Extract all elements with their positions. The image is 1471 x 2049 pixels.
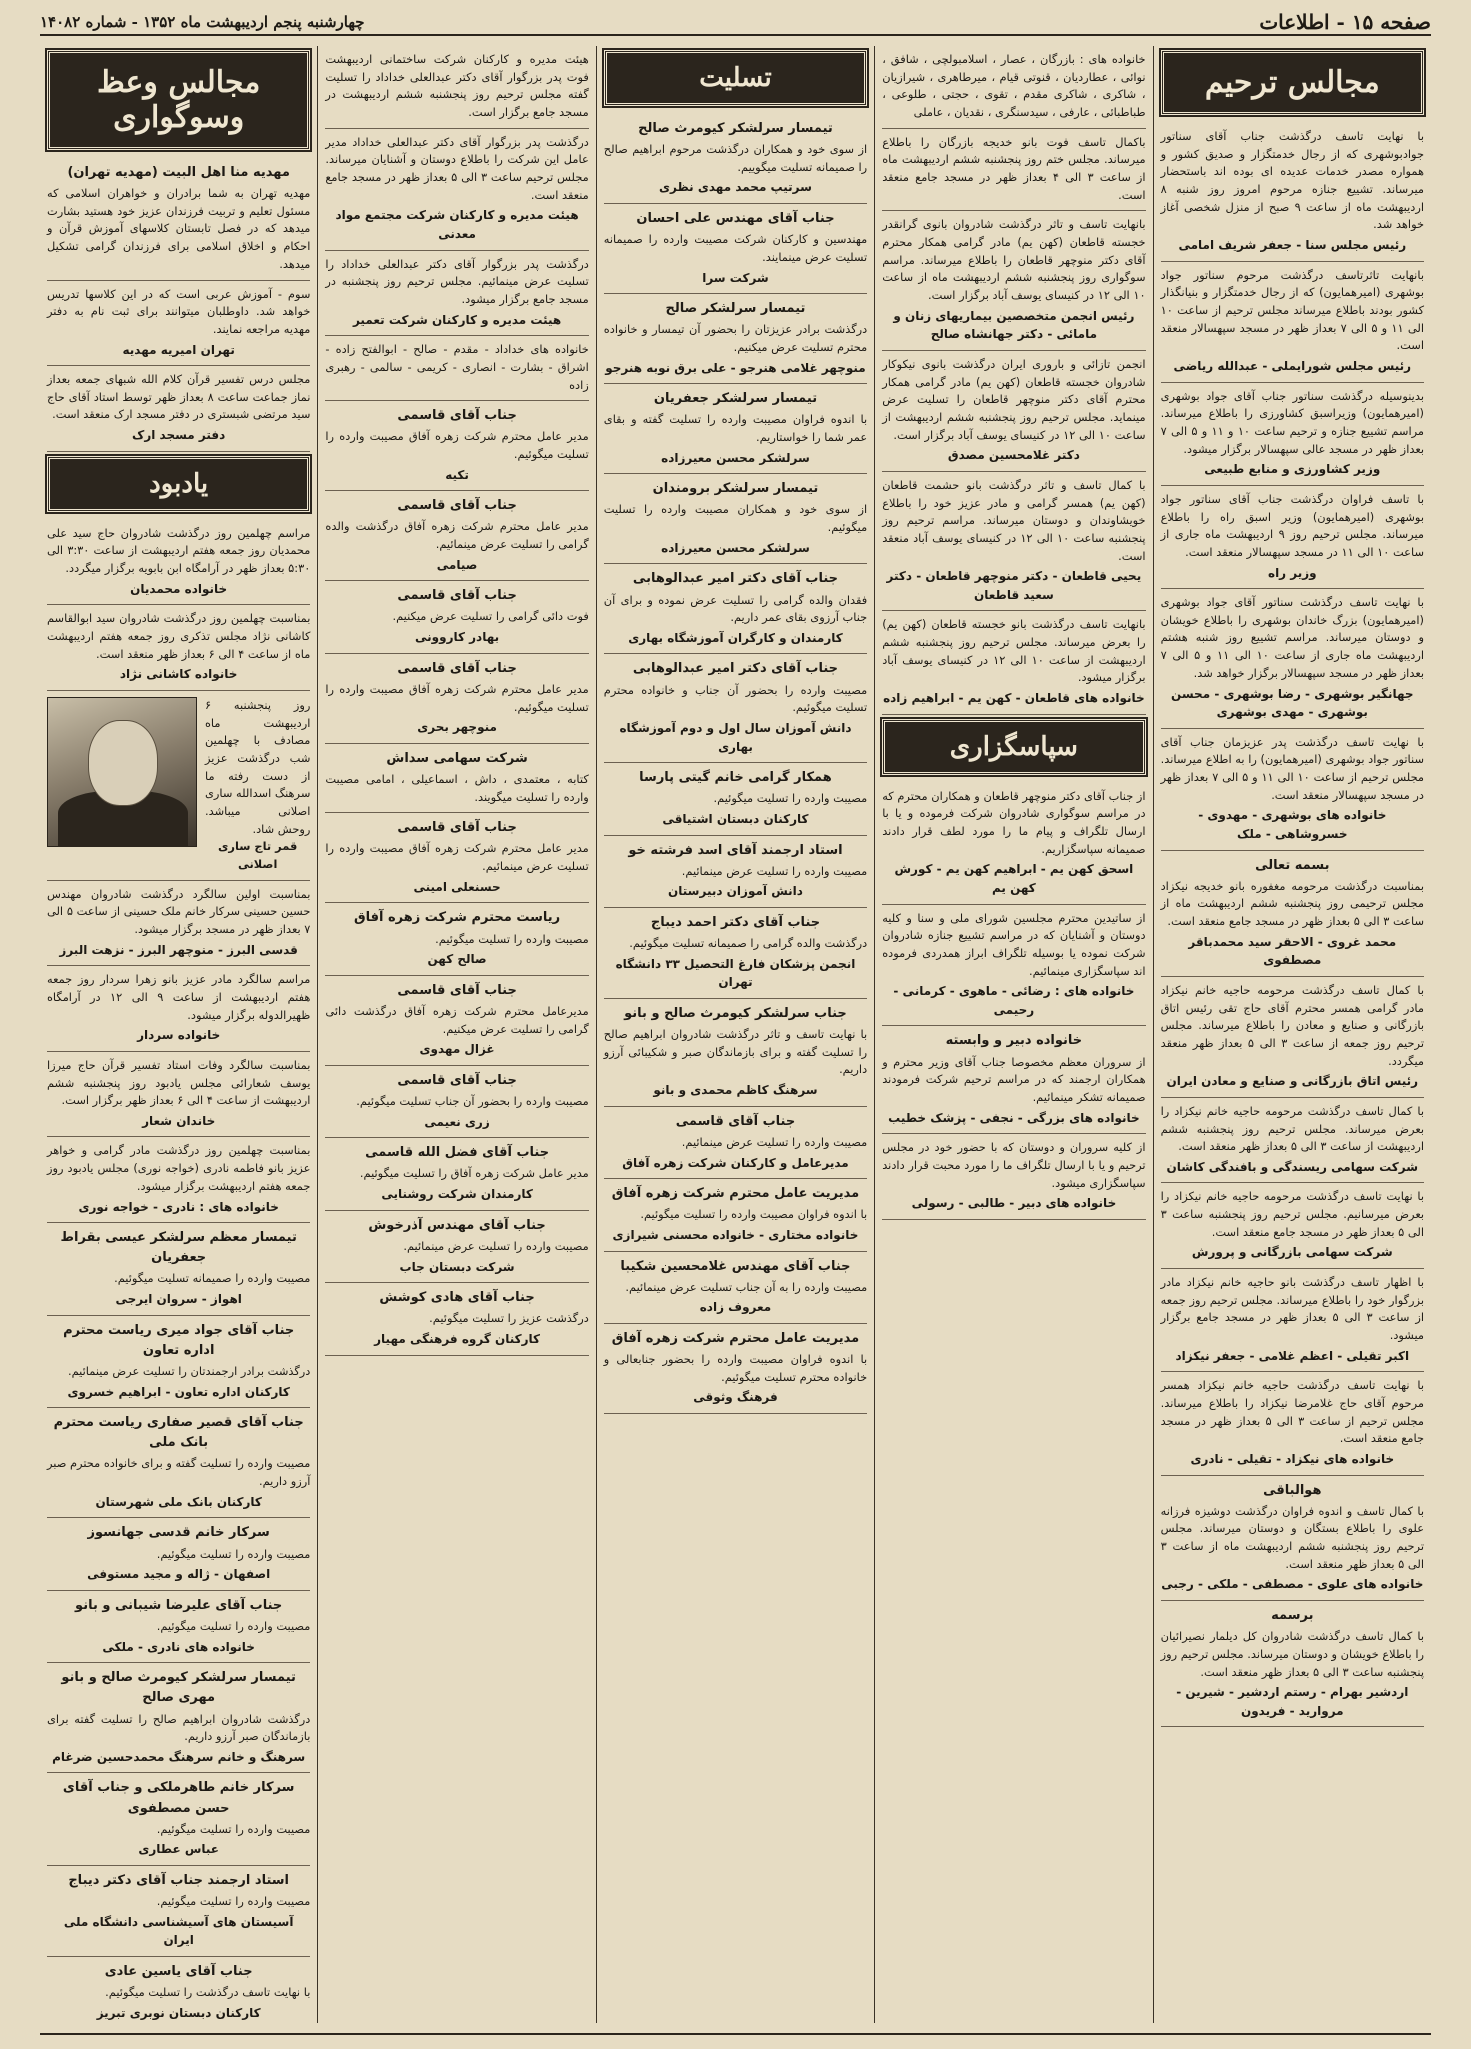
notice-list — [47, 520, 310, 1223]
notice-item — [604, 654, 867, 763]
column-3 — [596, 46, 874, 2023]
notice-item — [47, 1223, 310, 1316]
notice-signature: شرکت سرا — [702, 270, 769, 285]
notice-body: از جناب آقای دکتر منوچهر قاطعان و همکاران محترم که در مراسم سوگواری شادروان شرکت فرموده و یا با ارسال تلگراف و پیام ما را مورد لطف قرار دادند صمیمانه سپاسگزاریم. — [882, 788, 1146, 856]
notice-signature: اکبر تقیلی - اعظم غلامی - جعفر نیکزاد — [1175, 1348, 1410, 1363]
notice-heading: تیمسار سرلشکر برومندان — [652, 481, 819, 497]
notice-heading: مدیریت عامل محترم شرکت زهره آفاق — [611, 1186, 860, 1202]
notice-heading: جناب آقای هادی کوشش — [379, 1290, 535, 1306]
column-1 — [1153, 46, 1431, 2023]
notice-heading: جناب آقای قاسمی — [397, 498, 517, 514]
notice-heading: بسمه تعالی — [1255, 857, 1330, 873]
page-columns — [40, 46, 1431, 2023]
notice-list — [325, 401, 588, 1355]
notice-signature: سرلشکر محسن معیرزاده — [661, 450, 810, 465]
notice-body: مصیبت وارده را به آن جناب تسلیت عرض مینمائیم. — [625, 1279, 868, 1294]
notice-item — [47, 158, 310, 281]
notice-heading: جناب آقای قاسمی — [675, 1113, 796, 1129]
notice-body: مدیر عامل محترم شرکت زهره آفاق مصیبت وارده را تسلیت عرض مینمائیم. — [325, 841, 589, 874]
column-2 — [874, 46, 1152, 2023]
notice-heading: ریاست محترم شرکت زهره آفاق — [353, 910, 561, 926]
notice-item — [604, 474, 867, 564]
notice-body: درگذشت پدر بزرگوار آقای دکتر عبدالعلی خداداد مدیر عامل این شرکت را باطلاع دوستان و آشنایان میرساند. مجلس ترحیم ساعت ۳ الی ۵ بعداز ظهر در مسجد جامع منعقد است. — [325, 134, 589, 202]
notice-item — [604, 1324, 867, 1414]
notice-body: با نهایت تاسف درگذشت را تسلیت میگوئیم. — [105, 1985, 311, 2000]
notice-signature: بهادر کاروونی — [415, 630, 500, 645]
notice-body: با نهایت تاسف درگذشت پدر عزیزمان جناب آقای سناتور جواد بوشهری (امیرهمایون) را به اطلاع میرساند. مجلس ترحیم از ساعت ۱۰ الی ۱۱ و ۵ الی ۷ بعداز ظهر در مسجد سپهسالار منعقد است. — [1160, 734, 1425, 802]
section-banner-yadbood: یادبود — [47, 456, 310, 512]
notice-body: با اندوه فراوان مصیبت وارده را تسلیت میگوئیم. — [640, 1207, 868, 1222]
notice-item — [1161, 1183, 1424, 1269]
notice-item — [47, 1957, 310, 2023]
notice-signature: اصفهان - ژاله و مجید مستوفی — [87, 1567, 271, 1582]
notice-heading: همکار گرامی خانم گیتی پارسا — [639, 770, 832, 786]
notice-heading: استاد ارجمند آقای اسد فرشته خو — [628, 842, 843, 858]
notice-body: مدیر عامل محترم شرکت زهره آفاق مصیبت وارده را تسلیت میگوئیم. — [325, 429, 589, 461]
notice-heading: جناب آقای فضل الله قاسمی — [365, 1145, 550, 1161]
notice-signature: منوچهر غلامی هنرجو - علی برق نوبه هنرجو — [605, 360, 866, 375]
notice-item — [604, 294, 867, 384]
notice-body: مصیبت وارده را تسلیت میگوئیم. — [713, 791, 868, 806]
notice-heading: جناب آقای قاسمی — [397, 820, 517, 836]
notice-item — [325, 976, 588, 1066]
footer-rule — [40, 2033, 1431, 2035]
notice-item — [604, 1252, 867, 1324]
notice-item — [604, 114, 867, 204]
notice-body: با نهایت تاسف درگذشت سناتور آقای جواد بوشهری (امیرهمایون) بزرگ خاندان بوشهری را باطلاع خویشان و دوستان میرساند. مراسم تشییع روز شنبه هشتم اردیبهشت ماه جاری از ساعت ۱۰ الی ۱۱ و ۵ الی ۷ بعداز ظهر در مسجد سپهسالار برگزار خواهد شد. — [1160, 595, 1425, 680]
notice-body: از سوی خود و همکاران درگذشت مرحوم ابراهیم صالح را صمیمانه تسلیت میگوییم. — [603, 142, 868, 174]
notice-signature: وزیر راه — [1267, 565, 1317, 580]
notice-signature: سرهنگ و خانم سرهنگ محمدحسین ضرغام — [52, 1749, 306, 1764]
notice-item — [325, 401, 588, 491]
notice-signature: سرتیپ محمد مهدی نظری — [659, 180, 812, 195]
notice-body: مدیر عامل شرکت زهره آفاق را تسلیت میگوئیم. — [359, 1166, 589, 1181]
notice-heading: تیمسار معظم سرلشکر عیسی بقراط جعفریان — [60, 1230, 297, 1266]
notice-body: با تاسف فراوان درگذشت جناب آقای سناتور جواد بوشهری (امیرهمایون) وزیر اسبق راه را باطلاع میرساند. مجلس ترحیم روز ۹ اردیبهشت ماه جاری از ساعت ۱۰ الی ۱۱ در مسجد سپهسالار منعقد است. — [1160, 491, 1425, 559]
notice-heading: جناب سرلشکر کیومرث صالح و بانو — [624, 1005, 847, 1021]
notice-heading: جناب آقای مهندس آذرخوش — [368, 1217, 546, 1233]
notice-body: بانهایت تاسف درگذشت بانو خجسته قاطعان (کهن یم) را بعرض میرساند. مجلس ترحیم روز پنجشنبه ششم اردیبهشت از ساعت ۱۰ الی ۱۲ در کنیسای یوسف آباد برگزار میشود. — [882, 617, 1146, 685]
notice-item — [604, 999, 867, 1107]
notice-body: مراسم سالگرد مادر عزیز بانو زهرا سردار روز جمعه هفتم اردیبهشت از ساعت ۹ الی ۱۲ در آرامگاه ظهیرالدوله برگزار میشود. — [46, 972, 311, 1022]
notice-signature: هیئت مدیره و کارکنان شرکت تعمیر — [352, 312, 562, 327]
notice-signature: منوچهر بحری — [417, 720, 497, 735]
notice-signature: جهانگیر بوشهری - رضا بوشهری - محسن بوشهری - مهدی بوشهری — [1171, 686, 1414, 720]
notice-signature: اردشیر بهرام - رستم اردشیر - شیرین - مروارید - فریدون — [1176, 1685, 1409, 1718]
notice-body: مصیبت وارده را تسلیت گفته و برای خانواده محترم صبر آرزو داریم. — [46, 1456, 311, 1489]
notice-item — [47, 281, 310, 367]
memorial-photo-notice — [47, 691, 310, 881]
portrait-photo — [47, 697, 197, 847]
notice-item — [604, 1179, 867, 1251]
notice-signature: دکتر غلامحسین مصدق — [947, 448, 1080, 463]
notice-heading: جناب آقای جواد میری ریاست محترم اداره تعاون — [63, 1322, 295, 1358]
notice-heading: جناب آقای قاسمی — [397, 1072, 517, 1088]
notice-body: درگذشت برادر عزیزتان را بحضور آن تیمسار و خانواده محترم تسلیت عرض میکنیم. — [603, 322, 868, 354]
notice-item — [47, 1052, 310, 1138]
notice-signature: قدسی البرز - منوچهر البرز - نزهت البرز — [59, 942, 298, 957]
notice-item — [47, 881, 310, 967]
notice-body: فقدان والده گرامی را تسلیت عرض نموده و برای آن جناب آرزوی بقای عمر داریم. — [603, 592, 868, 625]
notice-item — [47, 1137, 310, 1223]
notice-heading: جناب آقای مهندس علی احسان — [636, 211, 835, 227]
notice-body: باکمال تاسف فوت بانو خدیجه بازرگان را باطلاع میرساند. مجلس ختم روز پنجشنبه ششم اردیبهشت ماه از ساعت ۳ الی ۴ بعداز ظهر در مسجد جامع منعقد است. — [882, 134, 1146, 202]
notice-item — [1161, 1372, 1424, 1475]
notice-signature: خانواده مختاری - خانواده محسنی شیرازی — [612, 1227, 859, 1242]
notice-body: بانهایت تاسف و تاثر درگذشت شادروان بانوی گرانقدر خجسته قاطعان (کهن یم) مادر گرامی همکار محترم آقای دکتر منوچهر قاطعان را باطلاع میرساند. مراسم سوگواری روز پنجشنبه ششم اردیبهشت ماه از ساعت ۱۰ الی ۱۲ در کنیسای یوسف آباد برگزار است. — [882, 217, 1146, 303]
section-banner-sepasgozari: سپاسگزاری — [882, 719, 1145, 775]
notice-item — [47, 1773, 310, 1866]
notice-signature: کارکنان دبستان نوبری تبریز — [96, 2005, 261, 2020]
notice-body: مدیر عامل محترم شرکت زهره آفاق درگذشت والده گرامی را تسلیت عرض مینمائیم. — [325, 519, 589, 552]
notice-list — [47, 1223, 310, 2023]
notice-signature: وزیر کشاورزی و منابع طبیعی — [1204, 462, 1381, 477]
notice-item — [604, 384, 867, 474]
notice-body: مصیبت وارده را تسلیت میگوئیم. — [156, 1894, 311, 1909]
notice-item — [1161, 123, 1424, 262]
notice-body: مصیبت وارده را بحضور آن جناب تسلیت میگوئیم. — [356, 1094, 589, 1109]
notice-body: از کلیه سروران و دوستان که با حضور خود در مجلس ترحیم و یا با ارسال تلگراف ما را مورد محبت قرار دادند سپاسگزاری میشود. — [882, 1140, 1146, 1190]
notice-item — [882, 1026, 1145, 1134]
notice-signature: صیامی — [436, 557, 478, 572]
notice-body: از سوی خود و همکاران مصیبت وارده را تسلیت میگوئیم. — [603, 502, 868, 535]
notice-signature: رئیس انجمن متخصصین بیماریهای زنان و مامائی - دکتر جهانشاه صالح — [893, 308, 1135, 342]
notice-heading: برسمه — [1271, 1608, 1314, 1624]
notice-body: بدینوسیله درگذشت سناتور جناب آقای جواد بوشهری (امیرهمایون) وزیراسبق کشاورزی را باطلاع میرساند. مراسم تشییع جنازه و ترحیم ساعت ۱۰ و ۱۱ و ۵ الی ۷ بعداز ظهر در مسجد عالی سپهسالار برگزار میشود. — [1160, 388, 1424, 456]
notice-heading: جناب آقای مهندس غلامحسین شکیبا — [620, 1258, 851, 1274]
notice-list — [882, 783, 1145, 1220]
notice-item — [325, 1138, 588, 1210]
notice-heading: هوالباقی — [1263, 1482, 1322, 1498]
notice-signature: هیئت مدیره و کارکنان شرکت مجتمع مواد معدنی — [335, 208, 579, 241]
notice-item — [47, 1591, 310, 1663]
notice-signature: فرهنگ وثوقی — [693, 1390, 778, 1405]
notice-body: مراسم چهلمین روز درگذشت شادروان حاج سید علی محمدیان روز جمعه هفتم اردیبهشت از ساعت ۳:۳۰ الی ۵:۳۰ بعداز ظهر در آرامگاه ابن بابویه برگزار میگردد. — [46, 525, 311, 576]
issue-date: چهارشنبه پنجم اردیبهشت ماه ۱۳۵۲ - شماره ۱۴۰۸۲ — [40, 13, 365, 31]
notice-body: مصیبت وارده را بحضور آن جناب و خانواده محترم تسلیت میگوئیم. — [603, 682, 868, 715]
notice-heading: سرکار خانم طاهرملکی و جناب آقای حسن مصطفوی — [62, 1780, 295, 1816]
notice-body: با کمال تاسف و اندوه فراوان درگذشت دوشیزه فرزانه علوی را باطلاع بستگان و دوستان میرساند. مجلس ترحیم روز پنجشنبه ششم اردیبهشت ماه از ساعت ۳ الی ۵ بعداز ظهر منعقد است. — [1160, 1503, 1424, 1571]
notice-signature: غزال مهدوی — [419, 1042, 495, 1057]
notice-item — [882, 1134, 1145, 1220]
photo-caption: روز پنجشنبه ۶ اردیبهشت ماه مصادف با چهلمین شب درگذشت عزیز از دست رفته ما سرهنگ اسدالله ساری اصلانی میباشد. روحش شاد. قمر تاج ساری اصلانی — [205, 697, 310, 874]
notice-signature: خاندان شعار — [142, 1113, 216, 1128]
notice-item — [325, 46, 588, 129]
notice-heading: شرکت سهامی سداش — [386, 750, 528, 766]
notice-item — [325, 1211, 588, 1283]
notice-signature: دفتر مسجد ارک — [132, 428, 226, 443]
notice-signature: شرکت سهامی بازرگانی و پرورش — [1191, 1245, 1393, 1260]
notice-heading: جناب آقای علیرضا شیبانی و بانو — [75, 1597, 283, 1613]
notice-signature: خانواده های نیکزاد - تقیلی - نادری — [1190, 1452, 1395, 1467]
notice-body: مصیبت وارده را تسلیت عرض مینمائیم. — [681, 1134, 868, 1149]
section-banner-tarhim: مجالس ترحیم — [1161, 50, 1424, 115]
notice-signature: کارمندان و کارگران آموزشگاه بهاری — [628, 630, 843, 645]
notice-item — [47, 520, 310, 606]
notice-heading: جناب آقای قصیر صفاری ریاست محترم بانک ملی — [53, 1415, 304, 1451]
notice-heading: استاد ارجمند جناب آقای دکتر دیباج — [68, 1872, 290, 1888]
notice-item — [325, 581, 588, 653]
notice-body: با کمال تاسف درگذشت شادروان کل دیلمار نصیرائیان را باطلاع خویشان و دوستان میرساند. مجلس ترحیم روز پنجشنبه ساعت ۳ الی ۵ بعداز ظهر منعقد است. — [1160, 1629, 1424, 1679]
notice-heading: سرکار خانم قدسی جهانسوز — [87, 1525, 270, 1541]
notice-item — [604, 908, 867, 999]
notice-heading: مدیریت عامل محترم شرکت زهره آفاق — [611, 1330, 860, 1346]
notice-item — [325, 1283, 588, 1355]
notice-item — [1161, 383, 1424, 486]
notice-body: درگذشت برادر ارجمندتان را تسلیت عرض مینمائیم. — [67, 1363, 311, 1378]
notice-signature: خانواده های بزرگی - نجفی - پزشک خطیب — [888, 1110, 1140, 1125]
notice-signature: کارمندان شرکت روشنایی — [381, 1187, 533, 1202]
page-number: صفحه ۱۵ - اطلاعات — [1259, 10, 1431, 34]
notice-signature: صالح کهن — [427, 952, 487, 967]
notice-body: بانهایت تاثرتاسف درگذشت مرحوم سناتور جواد بوشهری (امیرهمایون) که از رجال خدمتگزار و بنیانگذار کشور بودند باطلاع میرساند مجلس ترحیم از ساعت ۱۰ الی ۱۱ و ۵ الی ۷ بعداز ظهر در مسجد سپهسالار منعقد است. — [1160, 267, 1424, 353]
notice-item — [47, 1663, 310, 1773]
notice-item — [47, 1866, 310, 1957]
notice-item — [325, 491, 588, 581]
notice-signature: قمر تاج ساری اصلانی — [217, 839, 298, 871]
notice-signature: خانواده های قاطعان - کهن یم - ابراهیم زاده — [883, 691, 1145, 706]
notice-signature: خانواده های نادری - ملکی — [102, 1639, 255, 1654]
notice-item — [325, 1066, 588, 1138]
notice-signature: حسنعلی امینی — [413, 879, 501, 894]
notice-item — [1161, 1476, 1424, 1601]
notice-heading: جناب آقای یاسین عادی — [104, 1963, 253, 1979]
notice-item — [325, 654, 588, 744]
notice-heading: جناب آقای دکتر امیر عبدالوهابی — [632, 571, 839, 587]
notice-heading: جناب آقای قاسمی — [397, 982, 517, 998]
notice-item — [47, 605, 310, 691]
notice-item — [1161, 262, 1424, 383]
section-banner-vaz: مجالس وعظ وسوگواری — [47, 50, 310, 150]
notice-body: از ساتیدین محترم مجلسین شورای ملی و سنا و کلیه دوستان و آشنایان که در مراسم تشییع جنازه شادروان شرکت نموده یا بوسیله تلگراف ابراز همدردی فرموده اند سپاسگزاری مینمائیم. — [882, 910, 1146, 978]
notice-item — [47, 1316, 310, 1409]
notice-item — [882, 611, 1145, 714]
notice-item — [604, 836, 867, 908]
notice-signature: مدیرعامل و کارکنان شرکت زهره آفاق — [622, 1155, 849, 1170]
notice-item — [1161, 1098, 1424, 1184]
notice-heading: مهدیه منا اهل البیت (مهدیه تهران) — [67, 165, 290, 180]
notice-signature: خانواده های علوی - مصطفی - ملکی - رجبی — [1161, 1577, 1424, 1592]
notice-signature: رئیس مجلس سنا - جعفر شریف امامی — [1178, 238, 1407, 253]
notice-item — [882, 783, 1145, 905]
notice-body: با اندوه فراوان مصیبت وارده را تسلیت گفته و بقای عمر شما را خواستاریم. — [603, 412, 868, 445]
notice-signature: کارکنان گروه فرهنگی مهیار — [374, 1331, 541, 1346]
notice-item — [47, 366, 310, 452]
notice-body: مصیبت وارده را تسلیت میگوئیم. — [156, 1821, 311, 1836]
notice-item — [882, 46, 1145, 129]
notice-signature: زری نعیمی — [424, 1114, 490, 1129]
notice-item — [325, 903, 588, 975]
section-banner-tasliat: تسلیت — [604, 50, 867, 106]
notice-body: با کمال تاسف درگذشت مرحومه حاجیه خانم نیکزاد مادر گرامی همسر محترم آقای حاج تقی رئیس اتاق بازرگانی و صنایع و معادن را باطلاع میرساند. مجلس ترحیم روز جمعه از ساعت ۳ الی ۵ بعداز ظهر منعقد میگردد. — [1160, 982, 1424, 1068]
notice-item — [882, 905, 1145, 1027]
notice-signature: خانواده های دبیر - طالبی - رسولی — [911, 1196, 1117, 1211]
notice-heading: جناب آقای دکتر احمد دیباج — [650, 914, 821, 930]
notice-body: درگذشت والده گرامی را صمیمانه تسلیت میگوئیم. — [629, 936, 868, 951]
notice-signature: کارکنان دبستان اشتیاقی — [662, 811, 809, 826]
notice-body: خانواده های خداداد - مقدم - صالح - ابوالفتح زاده - اشراق - بشارت - انصاری - کریمی - سالمی - رهبری زاده — [325, 342, 589, 392]
notice-heading: جناب آقای قاسمی — [397, 408, 517, 424]
notice-heading: تیمسار سرلشکر کیومرث صالح و بانو مهری صالح — [61, 1670, 296, 1706]
notice-item — [1161, 589, 1424, 729]
notice-body: درگذشت عزیز را تسلیت میگوئیم. — [429, 1311, 589, 1326]
notice-body: بمناسبت چهلمین روز درگذشت مادر گرامی و خواهر عزیز بانو فاطمه نادری (خواجه نوری) مجلس یادبود روز جمعه هفتم اردیبهشت برگزار میشود. — [46, 1143, 311, 1193]
notice-body: با نهایت تاسف و تاثر درگذشت شادروان ابراهیم صالح را تسلیت گفته و برای بازماندگان صبر و شکیبائی آرزو داریم. — [603, 1027, 868, 1077]
notice-signature: سرلشکر محسن معیرزاده — [661, 540, 810, 555]
notice-body: با اظهار تاسف درگذشت بانو حاجیه خانم نیکزاد مادر بزرگوار خود را باطلاع میرساند. مجلس ترحیم روز جمعه از ساعت ۳ الی ۵ بعداز ظهر در مسجد جامع برگزار میشود. — [1160, 1275, 1425, 1343]
notice-signature: کارکنان بانک ملی شهرستان — [95, 1494, 262, 1509]
notice-heading: جناب آقای قاسمی — [397, 588, 517, 604]
notice-body: بمناسبت سالگرد وفات استاد تفسیر قرآن حاج میرزا یوسف شعارائی مجلس یادبود روز پنجشنبه ششم اردیبهشت از ساعت ۴ الی ۶ بعداز ظهر برگزار است. — [46, 1057, 311, 1108]
notice-body: فوت دائی گرامی را تسلیت عرض میکنیم. — [392, 609, 589, 624]
notice-heading: جناب آقای دکتر امیر عبدالوهابی — [632, 661, 839, 677]
notice-heading: تیمسار سرلشکر کیومرث صالح — [638, 121, 833, 136]
notice-body: مصیبت وارده را تسلیت میگوئیم. — [435, 931, 589, 946]
notice-body: بمناسبت چهلمین روز درگذشت شادروان سید ابوالقاسم کاشانی نژاد مجلس تذکری روز جمعه هفتم اردیبهشت ماه از ساعت ۴ الی ۶ بعداز ظهر منعقد است. — [46, 611, 311, 661]
notice-signature: آسیستان های آسیشناسی دانشگاه ملی ایران — [63, 1914, 294, 1948]
notice-heading: جناب آقای قاسمی — [397, 660, 517, 676]
notice-signature: شرکت دبستان جاب — [399, 1259, 515, 1274]
notice-body: هیئت مدیره و کارکنان شرکت ساختمانی اردیبهشت فوت پدر بزرگوار آقای دکتر عبدالعلی خداداد را تسلیت گفته مجلس ترحیم روز پنجشنبه ششم اردیبهشت در مسجد جامع برگزار است. — [325, 52, 589, 120]
notice-signature: رئیس اتاق بازرگانی و صنایع و معادن ایران — [1166, 1074, 1419, 1089]
notice-body: سوم - آموزش عربی است که در این کلاسها تدریس خواهد شد. داوطلبان میتوانند برای ثبت نام به دفتر مهدیه مراجعه نمایند. — [46, 286, 311, 336]
notice-body: با نهایت تاسف درگذشت حاجیه خانم نیکزاد همسر مرحوم آقای حاج غلامرضا نیکزاد را باطلاع میرساند. مجلس ترحیم از ساعت ۳ الی ۵ بعداز ظهر در مسجد جامع منعقد است. — [1160, 1378, 1425, 1446]
notice-list — [1161, 123, 1424, 1727]
notice-body: با اندوه فراوان مصیبت وارده را بحضور جنابعالی و خانواده محترم تسلیت میگوئیم. — [603, 1352, 868, 1384]
notice-item — [325, 336, 588, 401]
notice-item — [325, 129, 588, 251]
masthead — [40, 10, 1431, 36]
notice-signature: دانش آموزان دبیرستان — [668, 884, 803, 899]
notice-item — [882, 211, 1145, 351]
notice-item — [1161, 1601, 1424, 1727]
column-5 — [40, 46, 317, 2023]
notice-item — [882, 129, 1145, 212]
notice-item — [1161, 1269, 1424, 1372]
notice-body: با کمال تاسف و تاثر درگذشت بانو حشمت قاطعان (کهن یم) همسر گرامی و مادر عزیز خود را باطلاع خویشاوندان و دوستان میرساند. مراسم ترحیم روز پنجشنبه ساعت ۱۰ الی ۱۲ در کنیسای یوسف آباد منعقد است. — [882, 477, 1146, 563]
notice-body: کتابه ، معتمدی ، داش ، اسماعیلی ، امامی مصیبت وارده را تسلیت میگویند. — [325, 771, 589, 804]
notice-body: مدیر عامل محترم شرکت زهره آفاق مصیبت وارده را تسلیت میگوئیم. — [325, 681, 589, 714]
notice-item — [882, 351, 1145, 472]
notice-signature: رئیس مجلس شورایملی - عبدالله ریاضی — [1173, 358, 1412, 373]
notice-heading: تیمسار سرلشکر جعفریان — [653, 391, 818, 407]
notice-signature: دانش آموزان سال اول و دوم آموزشگاه بهاری — [619, 720, 852, 754]
notice-body: بمناسبت درگذشت مرحومه مغفوره بانو خدیجه نیکزاد مجلس ترحیمی روز پنجشنبه ششم اردیبهشت ماه از ساعت ۳ الی ۵ بعداز ظهر در مسجد جامع منعقد است. — [1160, 878, 1424, 929]
notice-signature: معروف زاده — [699, 1300, 772, 1315]
notice-item — [1161, 486, 1424, 589]
notice-body: درگذشت شادروان ابراهیم صالح را تسلیت گفته برای بازماندگان صبر آرزو داریم. — [46, 1711, 311, 1744]
notice-signature: خانواده های : رضائی - ماهوی - کرمانی - رحیمی — [893, 984, 1135, 1017]
notice-list — [882, 46, 1145, 715]
notice-signature: کارکنان اداره تعاون - ابراهیم خسروی — [67, 1384, 290, 1399]
notice-list — [325, 46, 588, 401]
notice-body: مصیبت وارده را تسلیت میگوئیم. — [156, 1618, 311, 1633]
column-4 — [317, 46, 595, 2023]
notice-signature: تکیه — [445, 467, 469, 482]
notice-item — [604, 1107, 867, 1179]
notice-item — [325, 813, 588, 903]
notice-body: مدیرعامل محترم شرکت زهره آفاق درگذشت دائی گرامی را تسلیت عرض میکنیم. — [325, 1003, 589, 1036]
notice-signature: محمد غروی - الاحقر سید محمدباقر مصطفوی — [1188, 934, 1397, 968]
notice-item — [882, 472, 1145, 612]
notice-body: با نهایت تاسف درگذشت مرحومه حاجیه خانم نیکزاد را بعرض میرسانیم. مجلس ترحیم روز پنجشنبه ساعت ۳ الی ۵ بعداز ظهر در مسجد جامع منعقد است. — [1160, 1189, 1424, 1239]
notice-signature: انجمن پزشکان فارغ التحصیل ۳۳ دانشگاه تهران — [615, 956, 856, 990]
notice-list — [47, 158, 310, 452]
notice-body: با کمال تاسف درگذشت مرحومه حاجیه خانم نیکزاد را بعرض میرساند. مجلس ترحیم روز پنجشنبه ششم اردیبهشت از ساعت ۳ الی ۵ بعداز ظهر منعقد است. — [1160, 1103, 1424, 1154]
notice-body: مجلس درس تفسیر قرآن کلام الله شبهای جمعه بعداز نماز جماعت ساعت ۸ بعداز ظهر توسط استاد آقای حاج سید مرتضی شبستری در دفتر مسجد ارک منعقد است. — [46, 372, 311, 422]
notice-item — [47, 1408, 310, 1518]
notice-body: خانواده های : بازرگان ، عصار ، اسلامبولچی ، شافق ، نوائی ، عطاردیان ، قنوتی قیام ، میرطاهری ، شیرازیان ، شاکری ، شاکری مقدم ، تقوی ، حجتی ، طلوعی ، طباطبائی ، عارفی ، سیدسنگری ، نقدیان ، عاملی — [882, 52, 1146, 120]
notice-item — [1161, 851, 1424, 977]
notice-signature: سرهنگ کاظم محمدی و بانو — [653, 1083, 818, 1098]
notice-signature: خانواده های بوشهری - مهدوی - خسروشاهی - ملک — [1198, 808, 1387, 841]
notice-item — [47, 966, 310, 1052]
notice-item — [604, 204, 867, 294]
notice-body: مهندسین و کارکنان شرکت مصیبت وارده را صمیمانه تسلیت عرض مینمایند. — [603, 232, 868, 264]
notice-item — [325, 251, 588, 337]
notice-body: انجمن تازائی و باروری ایران درگذشت بانوی نیکوکار شادروان خجسته قاطعان (کهن یم) مادر گرامی همکار محترم آقای دکتر منوچهر قاطعان را تسلیت عرض مینماید. مجلس ترحیم روز پنجشنبه ششم اردیبهشت از ساعت ۱۰ الی ۱۲ در کنیسای یوسف آباد برگزار است. — [882, 356, 1146, 442]
notice-signature: اهواز - سروان ایرجی — [115, 1292, 242, 1307]
notice-body: مهدیه تهران به شما برادران و خواهران اسلامی که مسئول تعلیم و تربیت فرزندان عزیز خود هستید بشارت میدهد که در فصل تابستان کلاسهای آموزش قرآن و احکام و اخلاق اسلامی برای فرزندان گرامی تشکیل میدهد. — [46, 186, 311, 271]
notice-item — [1161, 977, 1424, 1098]
notice-signature: شرکت سهامی ریسندگی و بافندگی کاشان — [1166, 1159, 1419, 1174]
notice-signature: خانواده محمدیان — [130, 581, 228, 596]
notice-heading: تیمسار سرلشکر صالح — [665, 301, 806, 317]
notice-body: از سروران معظم مخصوصا جناب آقای وزیر محترم و همکاران ارجمند که در مراسم ترحیم شرکت فرمودند صمیمانه تشکر مینمائیم. — [882, 1054, 1146, 1104]
notice-item — [604, 763, 867, 835]
notice-item — [1161, 729, 1424, 851]
notice-signature: تهران امیریه مهدیه — [122, 342, 235, 357]
notice-item — [47, 1518, 310, 1590]
notice-body: با نهایت تاسف درگذشت جناب آقای سناتور جوادبوشهری که از رجال خدمتگزار و صدیق کشور و همواره مصدر خدمات عدیده ای بوده اند باستحضار میرساند. تشییع جنازه مرحوم امروز روز شنبه ۸ اردیبهشت ماه از ساعت ۹ صبح از منزل شخصی آغاز خواهد شد. — [1160, 129, 1424, 232]
notice-body: بمناسبت اولین سالگرد درگذشت شادروان مهندس حسین حسینی سرکار خانم ملک حسینی از ساعت ۵ الی ۷ بعداز ظهر در مسجد برگزار میشود. — [46, 886, 311, 936]
notice-body: مصیبت وارده را تسلیت میگوئیم. — [156, 1546, 311, 1561]
notice-signature: اسحق کهن یم - ابراهیم کهن یم - کورش کهن یم — [894, 862, 1134, 895]
notice-item — [604, 564, 867, 654]
notice-heading: خانواده دبیر و وابسته — [945, 1033, 1083, 1049]
notice-signature: عباس عطاری — [138, 1842, 219, 1857]
notice-signature: خانواده سردار — [137, 1028, 221, 1043]
notice-signature: خانواده های : نادری - خواجه نوری — [78, 1199, 279, 1214]
notice-body: مصیبت وارده را تسلیت عرض مینمائیم. — [403, 1238, 589, 1253]
notice-list — [604, 114, 867, 1414]
notice-signature: خانواده کاشانی نژاد — [119, 667, 238, 682]
notice-body: مصیبت وارده را تسلیت عرض مینمائیم. — [681, 863, 868, 878]
notice-body: مصیبت وارده را صمیمانه تسلیت میگوئیم. — [114, 1271, 311, 1286]
notice-signature: یحیی قاطعان - دکتر منوچهر قاطعان - دکتر سعید قاطعان — [886, 569, 1142, 602]
notice-item — [325, 744, 588, 813]
notice-body: درگذشت پدر بزرگوار آقای دکتر عبدالعلی خداداد را تسلیت عرض مینمائیم. مجلس ترحیم روز پنجشنبه در مسجد جامع برگزار میشود. — [325, 256, 589, 306]
